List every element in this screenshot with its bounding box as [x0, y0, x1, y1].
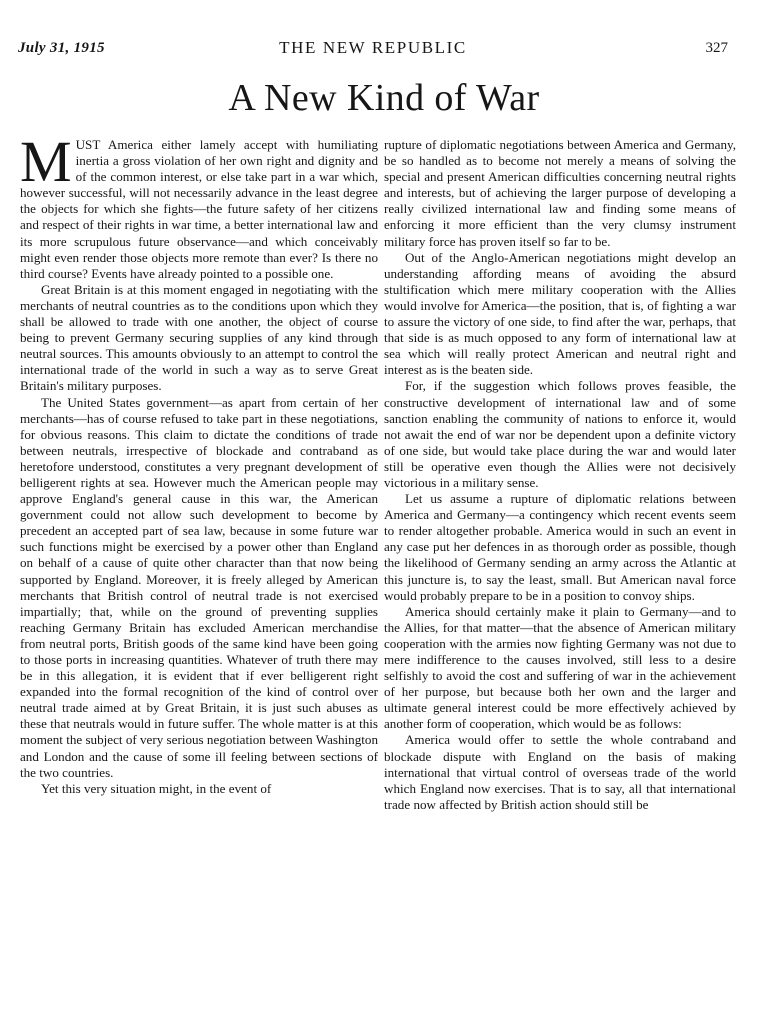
right-column: [384, 137, 736, 987]
page-number: 327: [705, 40, 728, 56]
paragraph: Yet this very situation might, in the event of: [40, 780, 272, 796]
running-head: [18, 38, 728, 60]
paragraph: America would offer to settle the whole contraband and blockade dispute with England on the basis of making international that virtual control of overseas trade of the world which England now exercises. That is to say, all that international trade now affected by British action should still be: [384, 732, 736, 812]
paragraph: The United States government—as apart from certain of her merchants—has of course refused to take part in these negotiations, for obvious reasons. This claim to dictate the conditions of trade between neutrals, irrespective of blockade and contraband as heretofore understood, constitutes a very pregnant development of belligerent rights at sea. However much the American people may approve England's general cause in this war, the American government could not allow such development to become by precedent an accepted part of sea law, because in some future war such functions might be exercised by a power other than England on behalf of a cause of quite other character than that now being supported by England. Moreover, it is freely alleged by American merchants that British control of neutral trade is not exercised impartially; that, while on the ground of preventing supplies reaching Germany Britain has excluded American merchandise from neutral ports, British goods of the same kind have been going to those ports in increasing quantities. Whatever of truth there may be in this allegation, it is evident that if ever belligerent right expanded into the formal recognition of the kind of control over neutral trade aimed at by Great Britain, it is just such abuses as these that neutrals would in future suffer. The whole matter is at this moment the subject of very serious negotiation between Washington and London and the cause of some ill feeling between sections of the two countries.: [20, 394, 378, 780]
paragraph: America should certainly make it plain to Germany—and to the Allies, for that matter—that the absence of American military cooperation with the armies now fighting Germany was not due to mere indifference to the causes involved, still less to a desire selfishly to avoid the cost and suffering of war in the achievement of her purpose, but because both her own and the larger and ultimate general interest could be more effectively achieved by another form of cooperation, which would be as follows:: [384, 603, 736, 732]
issue-date: July 31, 1915: [18, 40, 105, 56]
paragraph-opening-text: UST America either lamely accept with humiliating inertia a gross violation of her own right and dignity and of the common interest, or else take part in a war which, however successful, will not necessarily advance in the least degree the objects for which she fights—the future safety of her citizens and respect of their rights in war time, a better international law and its more scrupulous future observance—and which conceivably might even render those objects more remote than ever? Is there no third course? Events have already pointed to a possible one.: [20, 137, 378, 281]
paragraph-continued: rupture of diplomatic negotiations between America and Germany, be so handled as to become not merely a means of solving the special and present American difficulties concerning neutral rights and interests, but of achieving the larger purpose of developing a really civilized international law and finding some means of enforcing it more efficient than the very clumsy instrument military force has proven itself so far to be.: [384, 137, 736, 249]
paragraph: For, if the suggestion which follows proves feasible, the constructive development of international law and of some sanction enabling the community of nations to enforce it, would not await the end of war nor be dependent upon a definite victory of one side, but would take place during the war and would later still be operative even though the Allies were not decisively victorious in a military sense.: [384, 378, 736, 490]
paragraph: Let us assume a rupture of diplomatic relations between America and Germany—a contingency which recent events seem to render altogether probable. America would in such an event in any case put her defences in as thorough order as possible, though the likelihood of Germany sending an army across the Atlantic at this juncture is, to say the least, small. But American naval force would probably prepare to be in a position to convoy ships.: [384, 491, 736, 603]
paragraph: Great Britain is at this moment engaged in negotiating with the merchants of neutral countries as to the conditions upon which they shall be allowed to trade with one another, the object of course being to prevent Germany securing supplies of any kind through neutral sources. This amounts obviously to an attempt to control the international trade of the world in such a way as to serve Great Britain's military purposes.: [20, 281, 378, 394]
left-column: [20, 137, 378, 987]
journal-name: THE NEW REPUBLIC: [279, 38, 467, 57]
drop-cap: M: [20, 137, 72, 194]
article-title: A New Kind of War: [228, 77, 540, 119]
paragraph: Out of the Anglo-American negotiations might develop an understanding affording means of avoiding the absurd stultification which mere military cooperation with the Allies would involve for America—the position, that is, of fighting a war to assure the victory of one side, to find after the war, perhaps, that that side is as much opposed to any form of international law at sea which will really protect American and neutral right and interest as is the beaten side.: [384, 249, 736, 378]
paragraph-opening: [20, 137, 378, 282]
